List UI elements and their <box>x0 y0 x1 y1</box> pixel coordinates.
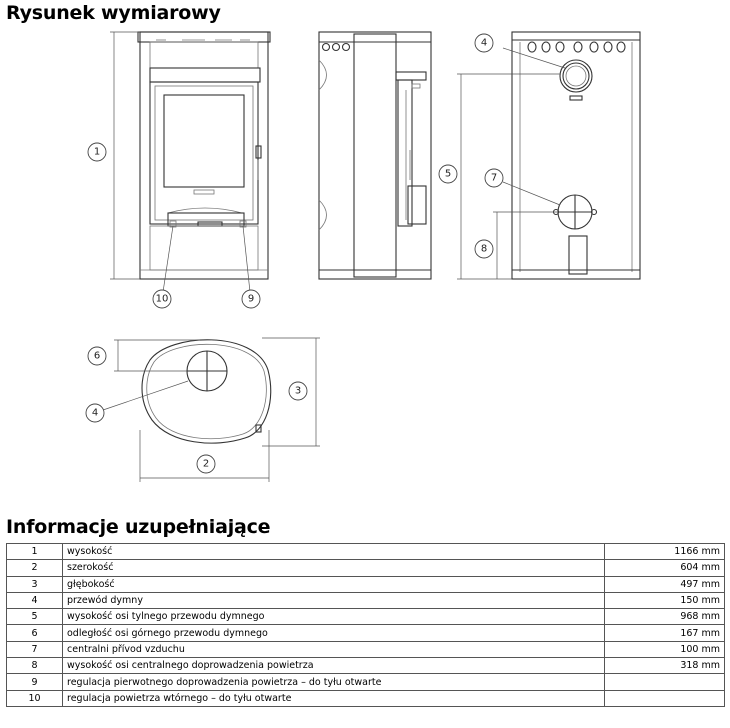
svg-text:5: 5 <box>444 168 452 180</box>
callout-10 <box>153 290 171 308</box>
row-value: 497 mm <box>605 576 725 592</box>
rear-flue-outlet-outer <box>560 60 592 92</box>
callout-7 <box>485 169 503 187</box>
row-label: odległość osi górnego przewodu dymnego <box>63 625 605 641</box>
side-body-outline <box>319 32 431 279</box>
svg-text:10: 10 <box>155 293 169 305</box>
callout-9 <box>242 290 260 308</box>
row-value <box>605 690 725 706</box>
front-ash-lip <box>150 68 260 82</box>
side-curve-upper <box>319 60 327 90</box>
row-number: 5 <box>7 609 63 625</box>
row-label: centralni přívod vzduchu <box>63 641 605 657</box>
callout-3 <box>289 382 307 400</box>
side-rear-box <box>408 186 426 224</box>
row-label: wysokość <box>63 544 605 560</box>
callout-5 <box>439 165 457 183</box>
front-base-box <box>150 226 258 270</box>
row-number: 10 <box>7 690 63 706</box>
callout-1 <box>88 143 106 161</box>
callout-2 <box>197 455 215 473</box>
leader-10 <box>163 226 173 292</box>
row-number: 9 <box>7 674 63 690</box>
row-number: 7 <box>7 641 63 657</box>
front-grate <box>168 208 242 213</box>
svg-text:4: 4 <box>91 407 99 419</box>
row-value: 100 mm <box>605 641 725 657</box>
svg-text:8: 8 <box>480 243 488 255</box>
info-table-body <box>7 544 725 707</box>
front-glass-window <box>164 95 244 187</box>
front-body-outline <box>140 32 268 279</box>
table-row <box>7 560 725 576</box>
row-number: 2 <box>7 560 63 576</box>
svg-text:4: 4 <box>480 37 488 49</box>
callout-8 <box>475 240 493 258</box>
svg-text:3: 3 <box>294 385 302 397</box>
row-label: regulacja powietrza wtórnego – do tyłu otwarte <box>63 690 605 706</box>
leader-4-top <box>103 381 188 410</box>
rear-body-outline <box>512 32 640 279</box>
table-row <box>7 609 725 625</box>
svg-text:1: 1 <box>93 146 101 158</box>
callout-4-top <box>86 404 104 422</box>
front-upper-panel <box>150 42 258 68</box>
callout-4-rear <box>475 34 493 52</box>
table-row <box>7 658 725 674</box>
svg-text:6: 6 <box>93 350 101 362</box>
row-value: 968 mm <box>605 609 725 625</box>
front-top-plate <box>138 32 270 42</box>
side-curve-lower <box>319 200 327 230</box>
table-row <box>7 592 725 608</box>
leader-9 <box>243 226 250 292</box>
row-label: wysokość osi centralnego doprowadzenia powietrza <box>63 658 605 674</box>
info-table <box>6 543 725 707</box>
table-row <box>7 576 725 592</box>
drawing-title: Rysunek wymiarowy <box>6 2 221 24</box>
row-value: 604 mm <box>605 560 725 576</box>
front-view <box>110 32 270 292</box>
front-door-frame <box>150 82 258 224</box>
row-number: 3 <box>7 576 63 592</box>
row-label: głębokość <box>63 576 605 592</box>
row-value: 150 mm <box>605 592 725 608</box>
svg-text:9: 9 <box>247 293 255 305</box>
table-row <box>7 544 725 560</box>
row-label: wysokość osi tylnego przewodu dymnego <box>63 609 605 625</box>
table-row <box>7 625 725 641</box>
row-number: 6 <box>7 625 63 641</box>
callout-6 <box>88 347 106 365</box>
side-flue-stub <box>396 72 426 80</box>
row-number: 1 <box>7 544 63 560</box>
table-row <box>7 641 725 657</box>
row-label: regulacja pierwotnego doprowadzenia powietrza – do tyłu otwarte <box>63 674 605 690</box>
row-label: szerokość <box>63 560 605 576</box>
svg-text:7: 7 <box>490 172 498 184</box>
rear-label-plate <box>570 96 582 100</box>
side-view <box>319 32 431 279</box>
table-row <box>7 674 725 690</box>
svg-text:2: 2 <box>202 458 210 470</box>
rear-flue-outlet <box>563 63 589 89</box>
row-number: 4 <box>7 592 63 608</box>
side-panel <box>354 34 396 277</box>
row-value: 318 mm <box>605 658 725 674</box>
row-number: 8 <box>7 658 63 674</box>
row-value: 1166 mm <box>605 544 725 560</box>
rear-air-duct <box>569 236 587 274</box>
row-value <box>605 674 725 690</box>
table-row <box>7 690 725 706</box>
row-value: 167 mm <box>605 625 725 641</box>
info-title: Informacje uzupełniające <box>6 516 271 538</box>
front-door-handle <box>194 190 214 194</box>
row-label: przewód dymny <box>63 592 605 608</box>
